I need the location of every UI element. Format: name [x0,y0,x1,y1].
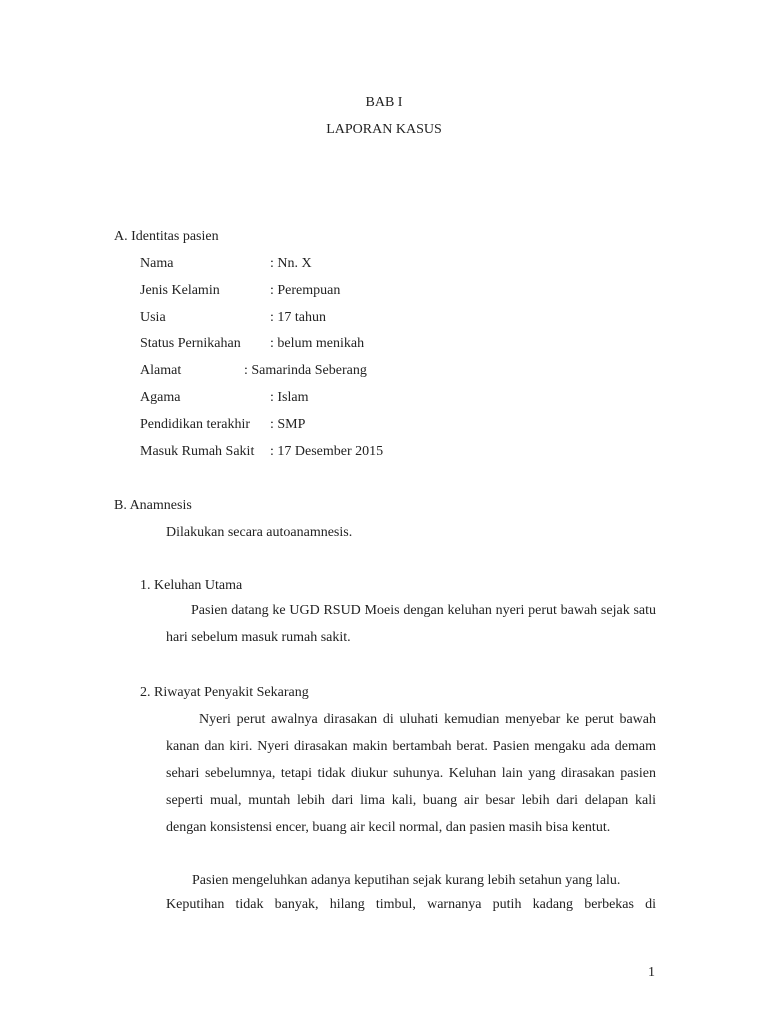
section-a-heading: A. Identitas pasien [114,229,219,244]
section-b-heading: B. Anamnesis [114,498,192,513]
field-value-nama: : Nn. X [270,256,312,271]
field-value-agama: : Islam [270,390,309,405]
riwayat-paragraph-1: Nyeri perut awalnya dirasakan di uluhati kemudian menyebar ke perut bawah kanan dan kiri. Nyeri dirasakan makin bertambah berat. Pasien mengaku ada demam sehari sebelumnya, tetapi tidak diukur suhunya. Keluhan lain yang dirasakan pasien seperti mual, muntah lebih dari lima kali, buang air besar lebih dari delapan kali dengan konsistensi encer, buang air kecil normal, dan pasien masih bisa kentut. [166,712,656,835]
chapter-heading: BAB I [365,95,403,110]
riwayat-paragraph-2-line-2: Keputihan tidak banyak, hilang timbul, warnanya putih kadang berbekas di [166,897,656,912]
riwayat-heading: 2. Riwayat Penyakit Sekarang [140,685,309,700]
field-label-jenis-kelamin: Jenis Kelamin [140,283,220,298]
field-label-nama: Nama [140,256,174,271]
keluhan-utama-text: Pasien datang ke UGD RSUD Moeis dengan keluhan nyeri perut bawah sejak satu hari sebelum masuk rumah sakit. [166,603,656,645]
field-value-status-pernikahan: : belum menikah [270,336,365,351]
report-title: LAPORAN KASUS [326,122,442,137]
anamnesis-intro: Dilakukan secara autoanamnesis. [166,525,353,540]
field-label-alamat: Alamat [140,363,182,378]
keluhan-utama-heading: 1. Keluhan Utama [140,578,243,593]
field-label-pendidikan: Pendidikan terakhir [140,417,251,432]
field-label-agama: Agama [140,390,181,405]
field-value-usia: : 17 tahun [270,310,326,325]
field-label-usia: Usia [140,310,166,325]
page-number: 1 [648,965,655,980]
field-label-masuk-rs: Masuk Rumah Sakit [140,444,255,459]
riwayat-paragraph-2-line-1: Pasien mengeluhkan adanya keputihan sejak kurang lebih setahun yang lalu. [192,873,621,888]
field-value-alamat: : Samarinda Seberang [244,363,367,378]
field-value-masuk-rs: : 17 Desember 2015 [270,444,384,459]
field-value-jenis-kelamin: : Perempuan [270,283,341,298]
field-label-status-pernikahan: Status Pernikahan [140,336,241,351]
field-value-pendidikan: : SMP [270,417,306,432]
